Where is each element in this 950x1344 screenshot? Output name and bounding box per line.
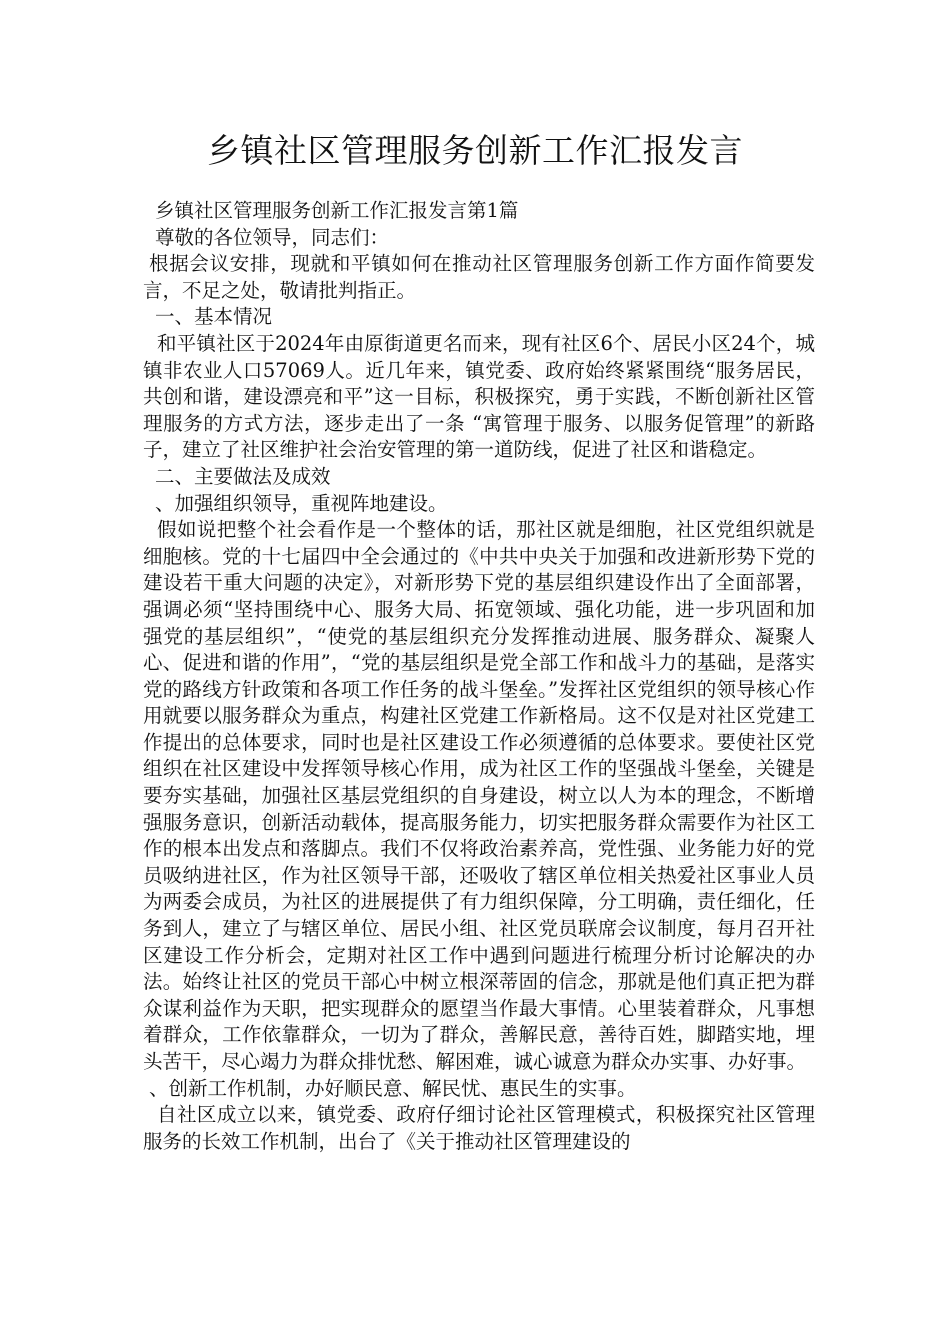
subheading-organization: 、加强组织领导，重视阵地建设。 [155,491,448,515]
section-heading-basic-info: 一、基本情况 [155,305,273,329]
mechanism-paragraph: 自社区成立以来，镇党委、政府仔细讨论社区管理模式，积极探究社区管理服务的长效工作机制，出台了《关于推动社区管理建设的 [143,1103,815,1153]
section-heading-methods: 二、主要做法及成效 [155,464,331,488]
intro-paragraph: 根据会议安排，现就和平镇如何在推动社区管理服务创新工作方面作简要发言，不足之处，敬请批判指正。 [143,252,815,302]
document-title: 乡镇社区管理服务创新工作汇报发言 [207,131,743,170]
organization-paragraph: 假如说把整个社会看作是一个整体的话，那社区就是细胞，社区党组织就是细胞核。党的十七届四中全会通过的《中共中央关于加强和改进新形势下党的建设若干重大问题的决定》，对新形势下党的基层组织建设作出了全面部署，强调必须“坚持围绕中心、服务大局、拓宽领域、强化功能，进一步巩固和加强党的基层组织”，“使党的基层组织充分发挥推动进展、服务群众、凝聚人心、促进和谐的作用”，“党的基层组织是党全部工作和战斗力的基础，是落实党的路线方针政策和各项工作任务的战斗堡垒。”发挥社区党组织的领导核心作用就要以服务群众为重点，构建社区党建工作新格局。这不仅是对社区党建工作提出的总体要求，同时也是社区建设工作必须遵循的总体要求。要使社区党组织在社区建设中发挥领导核心作用，成为社区工作的坚强战斗堡垒，关键是要夯实基础，加强社区基层党组织的自身建设，树立以人为本的理念，不断增强服务意识，创新活动载体，提高服务能力，切实把服务群众需要作为社区工作的根本出发点和落脚点。我们不仅将政治素养高，党性强、业务能力好的党员吸纳进社区，作为社区领导干部，还吸收了辖区单位相关热爱社区事业人员为两委会成员，为社区的进展提供了有力组织保障，分工明确，责任细化，任务到人，建立了与辖区单位、居民小组、社区党员联席会议制度，每月召开社区建设工作分析会，定期对社区工作中遇到问题进行梳理分析讨论解决的办法。始终让社区的党员干部心中树立根深蒂固的信念，那就是他们真正把为群众谋利益作为天职，把实现群众的愿望当作最大事情。心里装着群众，凡事想着群众，工作依靠群众，一切为了群众，善解民意，善待百姓，脚踏实地，埋头苦干，尽心竭力为群众排忧愁、解困难，诚心诚意为群众办实事、办好事。 [143,518,815,1073]
salutation: 尊敬的各位领导，同志们： [155,225,390,249]
document-body [143,198,815,1155]
basic-info-paragraph: 和平镇社区于2024年由原街道更名而来，现有社区6个、居民小区24个，城镇非农业人口57069人。近几年来，镇党委、政府始终紧紧围绕“服务居民，共创和谐，建设漂亮和平”这一目标，积极探究，勇于实践，不断创新社区管理服务的方式方法，逐步走出了一条 “寓管理于服务、以服务促管理”的新路子，建立了社区维护社会治安管理的第一道防线，促进了社区和谐稳定。 [143,331,815,462]
section-heading-part: 乡镇社区管理服务创新工作汇报发言第1篇 [155,199,519,222]
subheading-mechanism: 、创新工作机制，办好顺民意、解民忧、惠民生的实事。 [149,1076,637,1100]
